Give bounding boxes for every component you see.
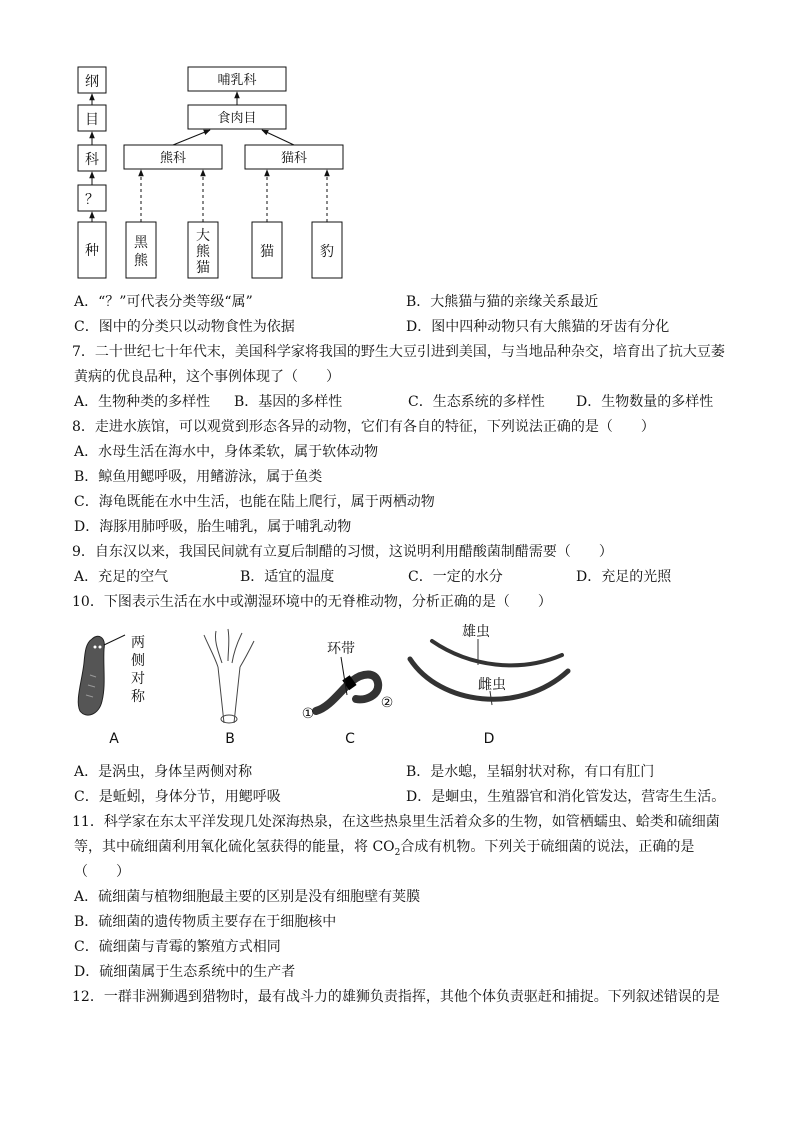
label-female: 雌虫: [478, 677, 506, 693]
label-male: 雄虫: [462, 624, 490, 640]
caption-c: C: [345, 731, 355, 747]
q7-option-b: B．基因的多样性: [234, 394, 343, 410]
roundworm-drawing: [410, 639, 568, 705]
label-bilateral-2: 侧: [131, 653, 145, 669]
panda-char-3: 猫: [196, 260, 210, 276]
planarian-drawing: [78, 635, 125, 715]
invertebrates-figure: [0, 615, 794, 755]
ladder-order: 目: [85, 112, 99, 128]
carnivora-label: 食肉目: [217, 111, 257, 126]
q11-option-a: A．硫细菌与植物细胞最主要的区别是没有细胞壁有荚膜: [74, 889, 421, 905]
q8-option-a: A．水母生活在海水中，身体柔软，属于软体动物: [74, 444, 379, 460]
felidae-label: 猫科: [280, 151, 308, 166]
caption-a: A: [109, 731, 119, 747]
q11-co2-subscript: 2: [394, 847, 401, 858]
leopard-char: 豹: [320, 244, 334, 260]
label-bilateral-3: 对: [131, 671, 145, 687]
q10-option-c: C．是蚯蚓，身体分节，用鳃呼吸: [74, 789, 281, 805]
q8-stem: 8．走进水族馆，可以观赏到形态各异的动物，它们有各自的特征，下列说法正确的是（ ）: [72, 419, 655, 435]
mammal-label: 哺乳科: [217, 73, 257, 88]
label-bilateral-4: 称: [131, 689, 145, 705]
q7-option-c: C．生态系统的多样性: [408, 394, 545, 410]
q11-stem-line-2: [74, 837, 694, 863]
black-bear-char-1: 黑: [134, 235, 148, 251]
ursidae-label: 熊科: [159, 151, 187, 166]
q9-option-a: A．充足的空气: [74, 569, 169, 585]
q11-option-c: C．硫细菌与青霉的繁殖方式相同: [74, 939, 281, 955]
q6-option-b: B．大熊猫与猫的亲缘关系最近: [406, 294, 599, 310]
q10-option-a: A．是涡虫，身体呈两侧对称: [74, 764, 253, 780]
cat-char: 猫: [260, 244, 274, 260]
ladder-class: 纲: [85, 74, 99, 90]
q12-stem: 12．一群非洲狮遇到猎物时，最有战斗力的雄狮负责指挥，其他个体负责驱赶和捕捉。下列叙述错误的是: [72, 989, 720, 1005]
label-earthworm-2: ②: [380, 695, 394, 711]
q8-option-d: D．海豚用肺呼吸，胎生哺乳，属于哺乳动物: [74, 519, 352, 535]
q11-option-d: D．硫细菌属于生态系统中的生产者: [74, 964, 296, 980]
q9-option-c: C．一定的水分: [408, 569, 503, 585]
ladder-species: 种: [85, 243, 99, 259]
taxonomy-diagram: [0, 0, 794, 300]
q11-option-b: B．硫细菌的遗传物质主要存在于细胞核中: [74, 914, 337, 930]
q8-option-b: B．鲸鱼用鳃呼吸，用鳍游泳，属于鱼类: [74, 469, 323, 485]
q9-option-b: B．适宜的温度: [240, 569, 335, 585]
q9-option-d: D．充足的光照: [576, 569, 672, 585]
hydra-drawing: [204, 629, 254, 723]
q11-stem-line-3: （ ）: [74, 864, 130, 880]
label-earthworm-1: ①: [301, 706, 315, 722]
caption-d: D: [483, 731, 495, 747]
panda-char-1: 大: [196, 228, 210, 244]
q10-option-d: D．是蛔虫，生殖器官和消化管发达，营寄生生活。: [406, 789, 726, 805]
q6-option-d: D．图中四种动物只有大熊猫的牙齿有分化: [406, 319, 670, 335]
q11-stem-line-1: 11．科学家在东太平洋发现几处深海热泉，在这些热泉里生活着众多的生物，如管栖蠕虫、蛤类和硫细菌: [72, 814, 720, 830]
q10-option-b: B．是水螅，呈辐射状对称，有口有肛门: [406, 764, 655, 780]
q11-stem-line-2a: 等，其中硫细菌利用氧化硫化氢获得的能量，将 CO: [74, 839, 395, 855]
panda-char-2: 熊: [196, 244, 210, 260]
q7-stem-line-2: 黄病的优良品种，这个事例体现了（ ）: [74, 369, 340, 385]
earthworm-drawing: [316, 657, 378, 711]
q9-stem: 9．自东汉以来，我国民间就有立夏后制醋的习惯，这说明利用醋酸菌制醋需要（ ）: [72, 544, 613, 560]
ladder-unknown: ？: [85, 192, 99, 208]
q7-option-a: A．生物种类的多样性: [74, 394, 211, 410]
q7-stem-line-1: 7．二十世纪七十年代末，美国科学家将我国的野生大豆引进到美国，与当地品种杂交，培育出了抗大豆萎: [72, 344, 725, 360]
q6-option-c: C．图中的分类只以动物食性为依据: [74, 319, 295, 335]
label-clitellum: 环带: [327, 641, 355, 657]
black-bear-char-2: 熊: [134, 253, 148, 269]
q11-stem-line-2b: 合成有机物。下列关于硫细菌的说法，正确的是: [400, 839, 695, 855]
ladder-family: 科: [85, 152, 99, 168]
q7-option-d: D．生物数量的多样性: [576, 394, 714, 410]
caption-b: B: [225, 731, 235, 747]
q6-option-a: A．“？”可代表分类等级“属”: [74, 294, 253, 310]
label-bilateral-1: 两: [131, 635, 145, 651]
q8-option-c: C．海龟既能在水中生活，也能在陆上爬行，属于两栖动物: [74, 494, 435, 510]
q10-stem: 10．下图表示生活在水中或潮湿环境中的无脊椎动物，分析正确的是（ ）: [72, 594, 552, 610]
